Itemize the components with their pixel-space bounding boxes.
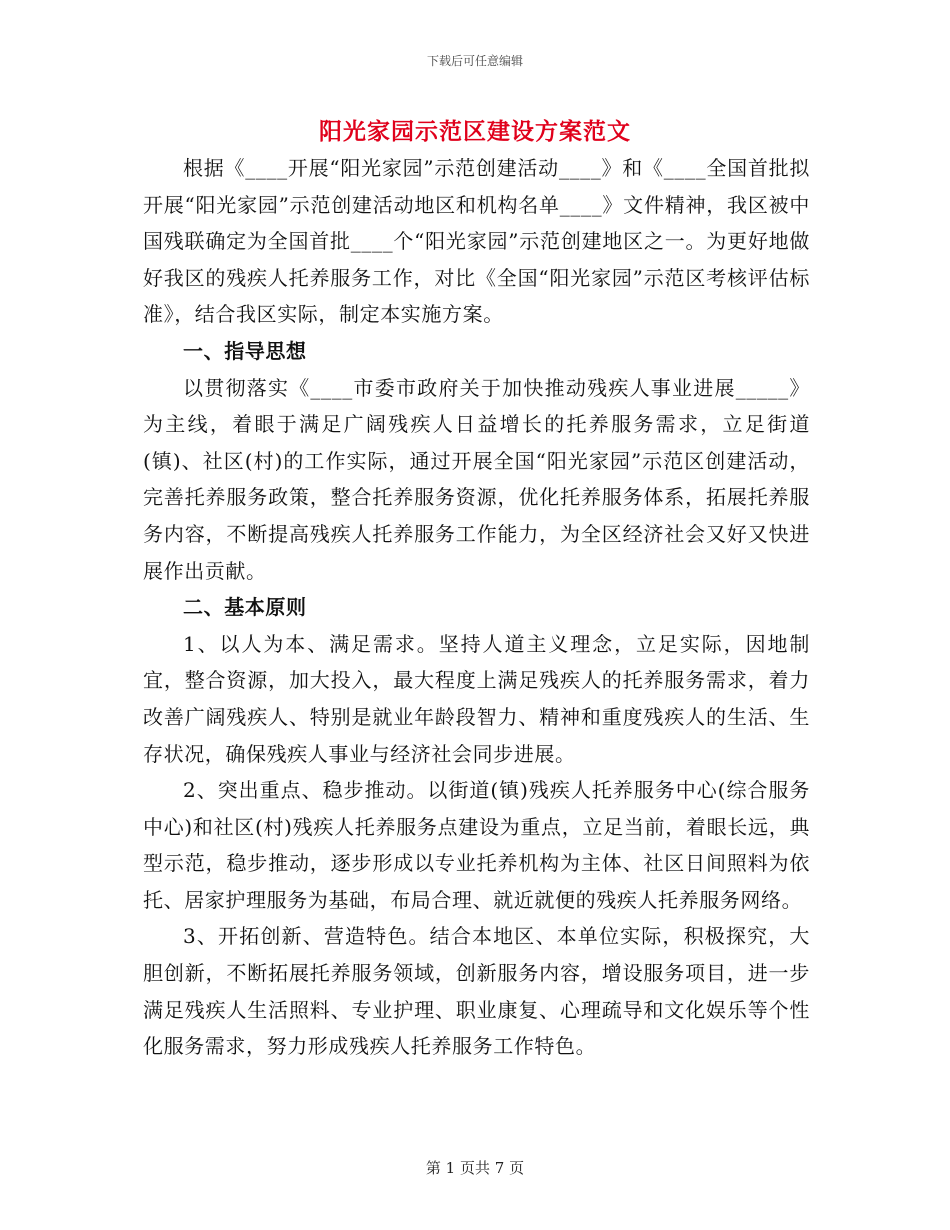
guiding-ideology-paragraph: 以贯彻落实《____市委市政府关于加快推动残疾人事业进展_____》为主线，着眼于满足广阔残疾人日益增长的托养服务需求，立足街道(镇)、社区(村)的工作实际，通过开展全国“阳光家园”示范区创建活动，完善托养服务政策，整合托养服务资源，优化托养服务体系，拓展托养服务内容，不断提高残疾人托养服务工作能力，为全区经济社会又好又快进展作出贡献。 xyxy=(143,375,810,583)
page-number-footer: 第 1 页共 7 页 xyxy=(425,1159,525,1177)
intro-paragraph: 根据《____开展“阳光家园”示范创建活动____》和《____全国首批拟开展“阳光家园”示范创建活动地区和机构名单____》文件精神，我区被中国残联确定为全国首批____个“阳光家园”示范创建地区之一。为更好地做好我区的残疾人托养服务工作，对比《全国“阳光家园”示范区考核评估标准》，结合我区实际，制定本实施方案。 xyxy=(143,156,810,327)
document-body xyxy=(143,150,810,1065)
document-title: 阳光家园示范区建设方案范文 xyxy=(319,118,631,145)
page-header-note: 下载后可任意编辑 xyxy=(426,54,523,68)
principle-paragraph-1: 1、以人为本、满足需求。坚持人道主义理念，立足实际，因地制宜，整合资源，加大投入，最大程度上满足残疾人的托养服务需求，着力改善广阔残疾人、特别是就业年龄段智力、精神和重度残疾人的生活、生存状况，确保残疾人事业与经济社会同步进展。 xyxy=(143,631,810,766)
section-heading-basic-principles: 二、基本原则 xyxy=(183,595,307,620)
principle-paragraph-3: 3、开拓创新、营造特色。结合本地区、本单位实际，积极探究，大胆创新，不断拓展托养服务领域，创新服务内容，增设服务项目，进一步满足残疾人生活照料、专业护理、职业康复、心理疏导和文化娱乐等个性化服务需求，努力形成残疾人托养服务工作特色。 xyxy=(143,924,810,1059)
principle-paragraph-2: 2、突出重点、稳步推动。以街道(镇)残疾人托养服务中心(综合服务中心)和社区(村)残疾人托养服务点建设为重点，立足当前，着眼长远，典型示范，稳步推动，逐步形成以专业托养机构为主体、社区日间照料为依托、居家护理服务为基础，布局合理、就近就便的残疾人托养服务网络。 xyxy=(143,778,810,912)
section-heading-guiding-ideology: 一、指导思想 xyxy=(183,338,307,363)
